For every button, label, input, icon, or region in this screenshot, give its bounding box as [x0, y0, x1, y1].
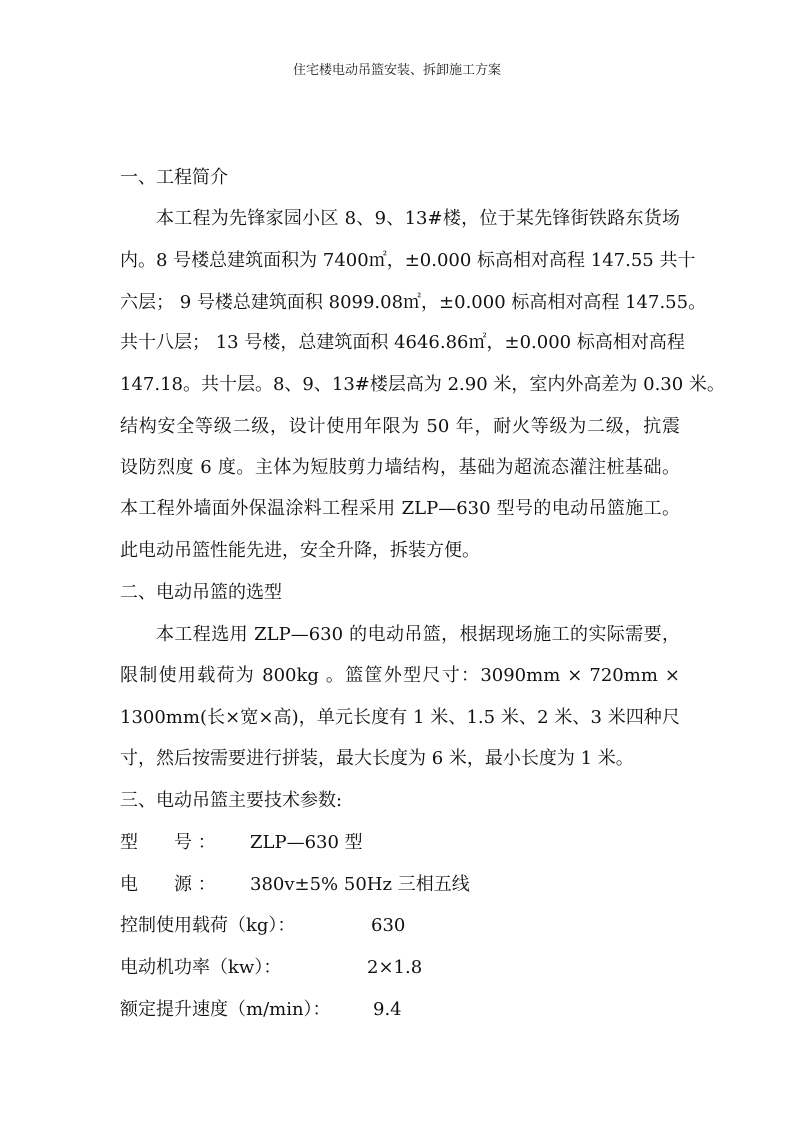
paragraph-line: 本工程外墙面外保温涂料工程采用 ZLP—630 型号的电动吊篮施工。: [120, 498, 680, 519]
section-title-2: 二、电动吊篮的选型: [120, 582, 282, 603]
paragraph-line: 共十八层； 13 号楼，总建筑面积 4646.86㎡，±0.000 标高相对高程: [120, 332, 685, 353]
section-title-3: 三、电动吊篮主要技术参数:: [120, 790, 343, 811]
paragraph-line: 本工程为先锋家园小区 8、9、13#楼，位于某先锋街铁路东货场: [156, 208, 680, 229]
param-value-model: ZLP—630 型: [250, 832, 363, 853]
paragraph-line: 内。8 号楼总建筑面积为 7400㎡，±0.000 标高相对高程 147.55 共十: [120, 250, 696, 271]
param-label-motor-power: 电动机功率（kw）：: [120, 957, 282, 978]
param-label-lift-speed: 额定提升速度（m/min）：: [120, 999, 331, 1020]
paragraph-line: 限制使用载荷为 800kg 。篮筐外型尺寸：3090mm × 720mm ×: [120, 665, 680, 686]
document-header: 住宅楼电动吊篮安装、拆卸施工方案: [292, 63, 501, 78]
paragraph-line: 147.18。共十层。8、9、13#楼层高为 2.90 米，室内外高差为 0.30 米。: [120, 374, 725, 395]
paragraph-line: 寸，然后按需要进行拼装，最大长度为 6 米，最小长度为 1 米。: [120, 748, 634, 769]
param-label-model: 型 号 ：: [120, 832, 216, 853]
paragraph-line: 1300mm(长×宽×高)，单元长度有 1 米、1.5 米、2 米、3 米四种尺: [120, 707, 680, 728]
paragraph-line: 此电动吊篮性能先进，安全升降，拆装方便。: [120, 540, 480, 561]
section-title-1: 一、工程简介: [120, 167, 228, 188]
param-value-motor-power: 2×1.8: [367, 957, 423, 978]
param-value-load: 630: [371, 915, 406, 936]
paragraph-line: 六层； 9 号楼总建筑面积 8099.08㎡，±0.000 标高相对高程 147.55。: [120, 292, 707, 313]
paragraph-line: 设防烈度 6 度。主体为短肢剪力墙结构，基础为超流态灌注桩基础。: [120, 457, 680, 478]
paragraph-line: 结构安全等级二级，设计使用年限为 50 年，耐火等级为二级，抗震: [120, 416, 680, 437]
param-label-power-source: 电 源 ：: [120, 874, 216, 895]
param-label-load: 控制使用载荷（kg）：: [120, 915, 296, 936]
param-value-lift-speed: 9.4: [373, 999, 402, 1020]
paragraph-line: 本工程选用 ZLP—630 的电动吊篮，根据现场施工的实际需要，: [156, 624, 680, 645]
param-value-power-source: 380v±5% 50Hz 三相五线: [250, 874, 470, 895]
